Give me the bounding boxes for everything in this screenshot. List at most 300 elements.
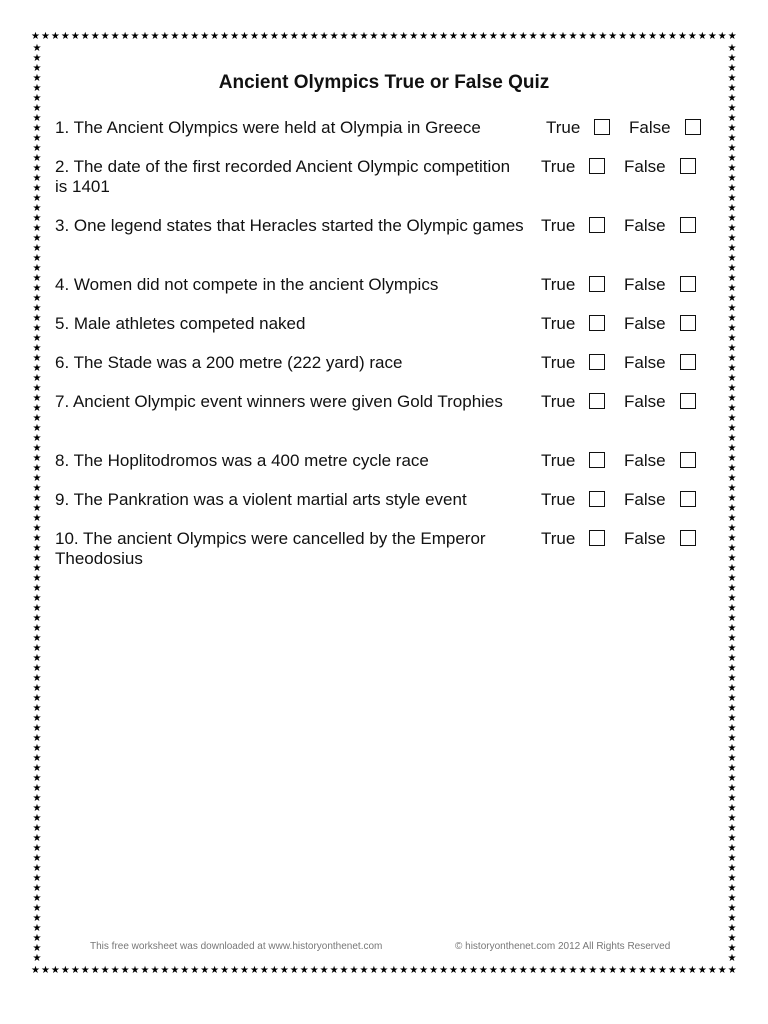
star-icon: ★ [32,103,42,114]
star-icon: ★ [379,31,389,42]
star-icon: ★ [668,965,677,976]
star-icon: ★ [32,653,42,664]
star-icon: ★ [727,773,737,784]
star-icon: ★ [727,383,737,394]
star-icon: ★ [220,31,230,42]
star-icon: ★ [429,31,439,42]
star-icon: ★ [727,103,737,114]
question-row-8 [55,451,715,495]
star-icon: ★ [100,31,110,42]
star-icon: ★ [230,965,240,976]
star-icon: ★ [32,533,42,544]
star-icon: ★ [727,163,737,174]
star-icon: ★ [240,965,249,976]
star-icon: ★ [32,663,42,674]
star-icon: ★ [31,31,40,42]
false-checkbox[interactable] [680,393,696,409]
star-icon: ★ [32,523,42,534]
star-icon: ★ [727,183,737,194]
star-icon: ★ [32,253,42,264]
star-icon: ★ [727,213,737,224]
true-checkbox[interactable] [594,119,610,135]
question-text: 3. One legend states that Heracles started the Olympic games [55,216,524,235]
star-icon: ★ [32,543,42,554]
true-label: True [546,118,581,137]
star-icon: ★ [32,683,42,694]
star-icon: ★ [727,953,737,964]
false-checkbox[interactable] [680,354,696,370]
star-icon: ★ [32,353,42,364]
star-icon: ★ [677,31,687,42]
star-icon: ★ [32,723,42,734]
star-icon: ★ [32,883,42,894]
star-icon: ★ [727,453,737,464]
star-icon: ★ [32,233,42,244]
star-icon: ★ [249,965,259,976]
star-icon: ★ [130,965,140,976]
star-icon: ★ [478,965,488,976]
star-icon: ★ [32,343,42,354]
star-icon: ★ [150,965,160,976]
star-icon: ★ [538,31,548,42]
true-checkbox[interactable] [589,491,605,507]
false-checkbox[interactable] [680,491,696,507]
star-icon: ★ [727,553,737,564]
star-icon: ★ [727,513,737,524]
star-icon: ★ [618,965,628,976]
star-icon: ★ [727,733,737,744]
star-icon: ★ [32,863,42,874]
star-icon: ★ [727,803,737,814]
star-icon: ★ [727,573,737,584]
question-text: 9. The Pankration was a violent martial arts style event [55,490,467,509]
star-icon: ★ [727,143,737,154]
star-icon: ★ [389,31,399,42]
star-icon: ★ [32,453,42,464]
star-icon: ★ [32,773,42,784]
star-icon: ★ [598,965,608,976]
star-icon: ★ [727,593,737,604]
question-text: 4. Women did not compete in the ancient Olympics [55,275,439,294]
star-icon: ★ [508,965,518,976]
false-checkbox[interactable] [680,452,696,468]
star-icon: ★ [727,933,737,944]
star-icon: ★ [727,93,737,104]
star-icon: ★ [32,413,42,424]
star-icon: ★ [707,965,717,976]
star-icon: ★ [140,965,150,976]
star-icon: ★ [40,965,50,976]
star-icon: ★ [349,31,359,42]
star-icon: ★ [717,965,727,976]
star-icon: ★ [628,965,638,976]
star-icon: ★ [32,943,42,954]
star-icon: ★ [32,223,42,234]
star-icon: ★ [32,93,42,104]
star-icon: ★ [200,965,210,976]
true-checkbox[interactable] [589,217,605,233]
star-icon: ★ [240,31,249,42]
question-row-5 [55,314,715,358]
star-icon: ★ [180,965,190,976]
star-icon: ★ [727,853,737,864]
star-icon: ★ [32,53,42,64]
star-icon: ★ [727,763,737,774]
star-icon: ★ [130,31,140,42]
false-label: False [624,275,666,294]
star-icon: ★ [32,113,42,124]
star-icon: ★ [32,843,42,854]
true-checkbox[interactable] [589,276,605,292]
star-icon: ★ [32,603,42,614]
star-icon: ★ [727,523,737,534]
star-icon: ★ [568,31,578,42]
star-icon: ★ [230,31,240,42]
star-icon: ★ [32,813,42,824]
star-icon: ★ [32,243,42,254]
star-icon: ★ [32,473,42,484]
star-icon: ★ [399,965,409,976]
star-icon: ★ [32,43,42,54]
star-icon: ★ [32,573,42,584]
star-icon: ★ [32,743,42,754]
false-label: False [629,118,671,137]
star-icon: ★ [618,31,628,42]
star-icon: ★ [707,31,717,42]
question-row-1 [55,118,715,162]
star-icon: ★ [727,193,737,204]
star-icon: ★ [32,403,42,414]
star-icon: ★ [32,83,42,94]
star-icon: ★ [727,923,737,934]
star-icon: ★ [727,263,737,274]
star-icon: ★ [200,31,210,42]
true-checkbox[interactable] [589,158,605,174]
star-icon: ★ [269,965,279,976]
star-icon: ★ [727,713,737,724]
true-checkbox[interactable] [589,393,605,409]
star-icon: ★ [32,143,42,154]
star-icon: ★ [727,965,737,976]
star-icon: ★ [32,853,42,864]
star-icon: ★ [727,43,737,54]
star-icon: ★ [210,31,220,42]
star-icon: ★ [32,563,42,574]
star-icon: ★ [32,483,42,494]
star-icon: ★ [60,965,70,976]
star-icon: ★ [727,903,737,914]
star-icon: ★ [309,31,319,42]
star-icon: ★ [468,965,478,976]
star-icon: ★ [32,713,42,724]
star-icon: ★ [727,223,737,234]
star-icon: ★ [727,63,737,74]
star-icon: ★ [578,31,588,42]
star-icon: ★ [727,463,737,474]
star-icon: ★ [32,733,42,744]
star-icon: ★ [299,31,309,42]
star-icon: ★ [32,273,42,284]
star-icon: ★ [32,873,42,884]
star-icon: ★ [32,553,42,564]
star-icon: ★ [32,203,42,214]
star-icon: ★ [32,673,42,684]
star-icon: ★ [32,313,42,324]
star-icon: ★ [90,965,100,976]
star-icon: ★ [727,753,737,764]
star-icon: ★ [299,965,309,976]
star-icon: ★ [727,603,737,614]
star-icon: ★ [478,31,488,42]
false-label: False [624,216,666,235]
star-icon: ★ [727,363,737,374]
false-checkbox[interactable] [685,119,701,135]
star-icon: ★ [32,513,42,524]
star-icon: ★ [329,965,339,976]
star-icon: ★ [249,31,259,42]
question-row-10 [55,529,715,573]
star-icon: ★ [32,923,42,934]
star-icon: ★ [727,813,737,824]
star-icon: ★ [369,31,379,42]
star-icon: ★ [727,693,737,704]
false-checkbox[interactable] [680,217,696,233]
false-label: False [624,314,666,333]
star-icon: ★ [727,663,737,674]
star-icon: ★ [409,31,419,42]
true-label: True [541,490,576,509]
true-label: True [541,216,576,235]
star-icon: ★ [727,893,737,904]
star-icon: ★ [359,31,369,42]
star-icon: ★ [727,943,737,954]
star-icon: ★ [458,965,468,976]
star-icon: ★ [727,703,737,714]
star-icon: ★ [32,283,42,294]
star-icon: ★ [727,783,737,794]
star-icon: ★ [289,965,299,976]
star-icon: ★ [50,965,60,976]
star-icon: ★ [32,173,42,184]
question-row-3 [55,216,715,260]
star-icon: ★ [568,965,578,976]
false-label: False [624,157,666,176]
star-icon: ★ [319,31,329,42]
star-icon: ★ [429,965,439,976]
star-icon: ★ [32,593,42,604]
star-icon: ★ [32,373,42,384]
star-icon: ★ [32,333,42,344]
star-icon: ★ [190,965,200,976]
star-icon: ★ [32,953,42,964]
star-border-bottom [31,965,737,977]
star-icon: ★ [32,623,42,634]
star-icon: ★ [727,673,737,684]
star-icon: ★ [668,31,677,42]
false-label: False [624,451,666,470]
false-checkbox[interactable] [680,276,696,292]
star-icon: ★ [259,31,269,42]
star-icon: ★ [32,73,42,84]
star-icon: ★ [608,965,618,976]
star-icon: ★ [548,965,558,976]
star-icon: ★ [727,313,737,324]
true-checkbox[interactable] [589,315,605,331]
star-icon: ★ [727,113,737,124]
star-icon: ★ [419,965,429,976]
star-icon: ★ [727,243,737,254]
star-icon: ★ [727,353,737,364]
star-icon: ★ [558,965,568,976]
star-icon: ★ [727,373,737,384]
star-icon: ★ [727,743,737,754]
star-icon: ★ [598,31,608,42]
star-icon: ★ [727,883,737,894]
star-icon: ★ [727,123,737,134]
star-icon: ★ [727,543,737,554]
star-icon: ★ [538,965,548,976]
star-icon: ★ [32,643,42,654]
star-icon: ★ [289,31,299,42]
star-icon: ★ [638,31,648,42]
star-icon: ★ [32,793,42,804]
star-icon: ★ [727,31,737,42]
star-icon: ★ [727,233,737,244]
star-icon: ★ [120,965,130,976]
star-icon: ★ [32,783,42,794]
star-icon: ★ [100,965,110,976]
star-icon: ★ [658,965,668,976]
star-icon: ★ [369,965,379,976]
star-icon: ★ [32,393,42,404]
star-icon: ★ [409,965,419,976]
star-icon: ★ [80,31,90,42]
star-icon: ★ [32,463,42,474]
star-icon: ★ [90,31,100,42]
star-icon: ★ [588,965,598,976]
star-icon: ★ [279,31,289,42]
star-icon: ★ [32,443,42,454]
star-icon: ★ [687,31,697,42]
star-icon: ★ [528,965,538,976]
star-icon: ★ [518,31,528,42]
question-row-6 [55,353,715,397]
false-label: False [624,490,666,509]
star-icon: ★ [220,965,230,976]
star-icon: ★ [32,133,42,144]
star-icon: ★ [727,723,737,734]
star-icon: ★ [110,965,120,976]
star-icon: ★ [32,63,42,74]
question-row-7 [55,392,715,436]
star-icon: ★ [727,343,737,354]
star-icon: ★ [449,965,458,976]
star-icon: ★ [110,31,120,42]
star-icon: ★ [727,403,737,414]
star-icon: ★ [449,31,458,42]
star-icon: ★ [727,913,737,924]
star-icon: ★ [727,203,737,214]
star-icon: ★ [180,31,190,42]
star-icon: ★ [727,83,737,94]
star-icon: ★ [140,31,150,42]
false-checkbox[interactable] [680,158,696,174]
star-icon: ★ [727,873,737,884]
star-icon: ★ [588,31,598,42]
true-label: True [541,157,576,176]
question-text: 1. The Ancient Olympics were held at Olympia in Greece [55,118,481,137]
star-icon: ★ [727,473,737,484]
star-icon: ★ [558,31,568,42]
star-icon: ★ [727,173,737,184]
star-icon: ★ [727,423,737,434]
true-checkbox[interactable] [589,354,605,370]
star-icon: ★ [727,613,737,624]
star-icon: ★ [628,31,638,42]
star-icon: ★ [170,965,180,976]
star-icon: ★ [329,31,339,42]
star-icon: ★ [32,613,42,624]
star-icon: ★ [70,965,80,976]
star-icon: ★ [727,483,737,494]
true-checkbox[interactable] [589,452,605,468]
question-text: 2. The date of the first recorded Ancient Olympic competition is 1401 [55,157,511,196]
star-icon: ★ [32,183,42,194]
star-icon: ★ [727,623,737,634]
star-icon: ★ [32,493,42,504]
star-icon: ★ [727,533,737,544]
star-icon: ★ [439,965,449,976]
star-icon: ★ [468,31,478,42]
true-label: True [541,275,576,294]
star-icon: ★ [648,31,658,42]
star-icon: ★ [727,73,737,84]
star-icon: ★ [727,413,737,424]
star-icon: ★ [319,965,329,976]
star-icon: ★ [32,303,42,314]
star-icon: ★ [32,913,42,924]
false-checkbox[interactable] [680,315,696,331]
star-icon: ★ [498,965,508,976]
star-icon: ★ [80,965,90,976]
question-text: 8. The Hoplitodromos was a 400 metre cycle race [55,451,429,470]
true-checkbox[interactable] [589,530,605,546]
star-icon: ★ [32,763,42,774]
star-icon: ★ [50,31,60,42]
star-icon: ★ [32,193,42,204]
star-icon: ★ [339,965,349,976]
star-icon: ★ [578,965,588,976]
false-label: False [624,353,666,372]
star-icon: ★ [31,965,40,976]
footer-download-note: This free worksheet was downloaded at www.historyonthenet.com [90,941,383,952]
star-icon: ★ [32,323,42,334]
star-icon: ★ [32,363,42,374]
star-icon: ★ [32,703,42,714]
false-checkbox[interactable] [680,530,696,546]
star-icon: ★ [518,965,528,976]
star-icon: ★ [160,965,170,976]
true-label: True [541,392,576,411]
star-icon: ★ [727,503,737,514]
star-icon: ★ [727,333,737,344]
star-icon: ★ [32,903,42,914]
star-icon: ★ [279,965,289,976]
star-icon: ★ [120,31,130,42]
star-icon: ★ [687,965,697,976]
star-icon: ★ [389,965,399,976]
star-icon: ★ [727,443,737,454]
